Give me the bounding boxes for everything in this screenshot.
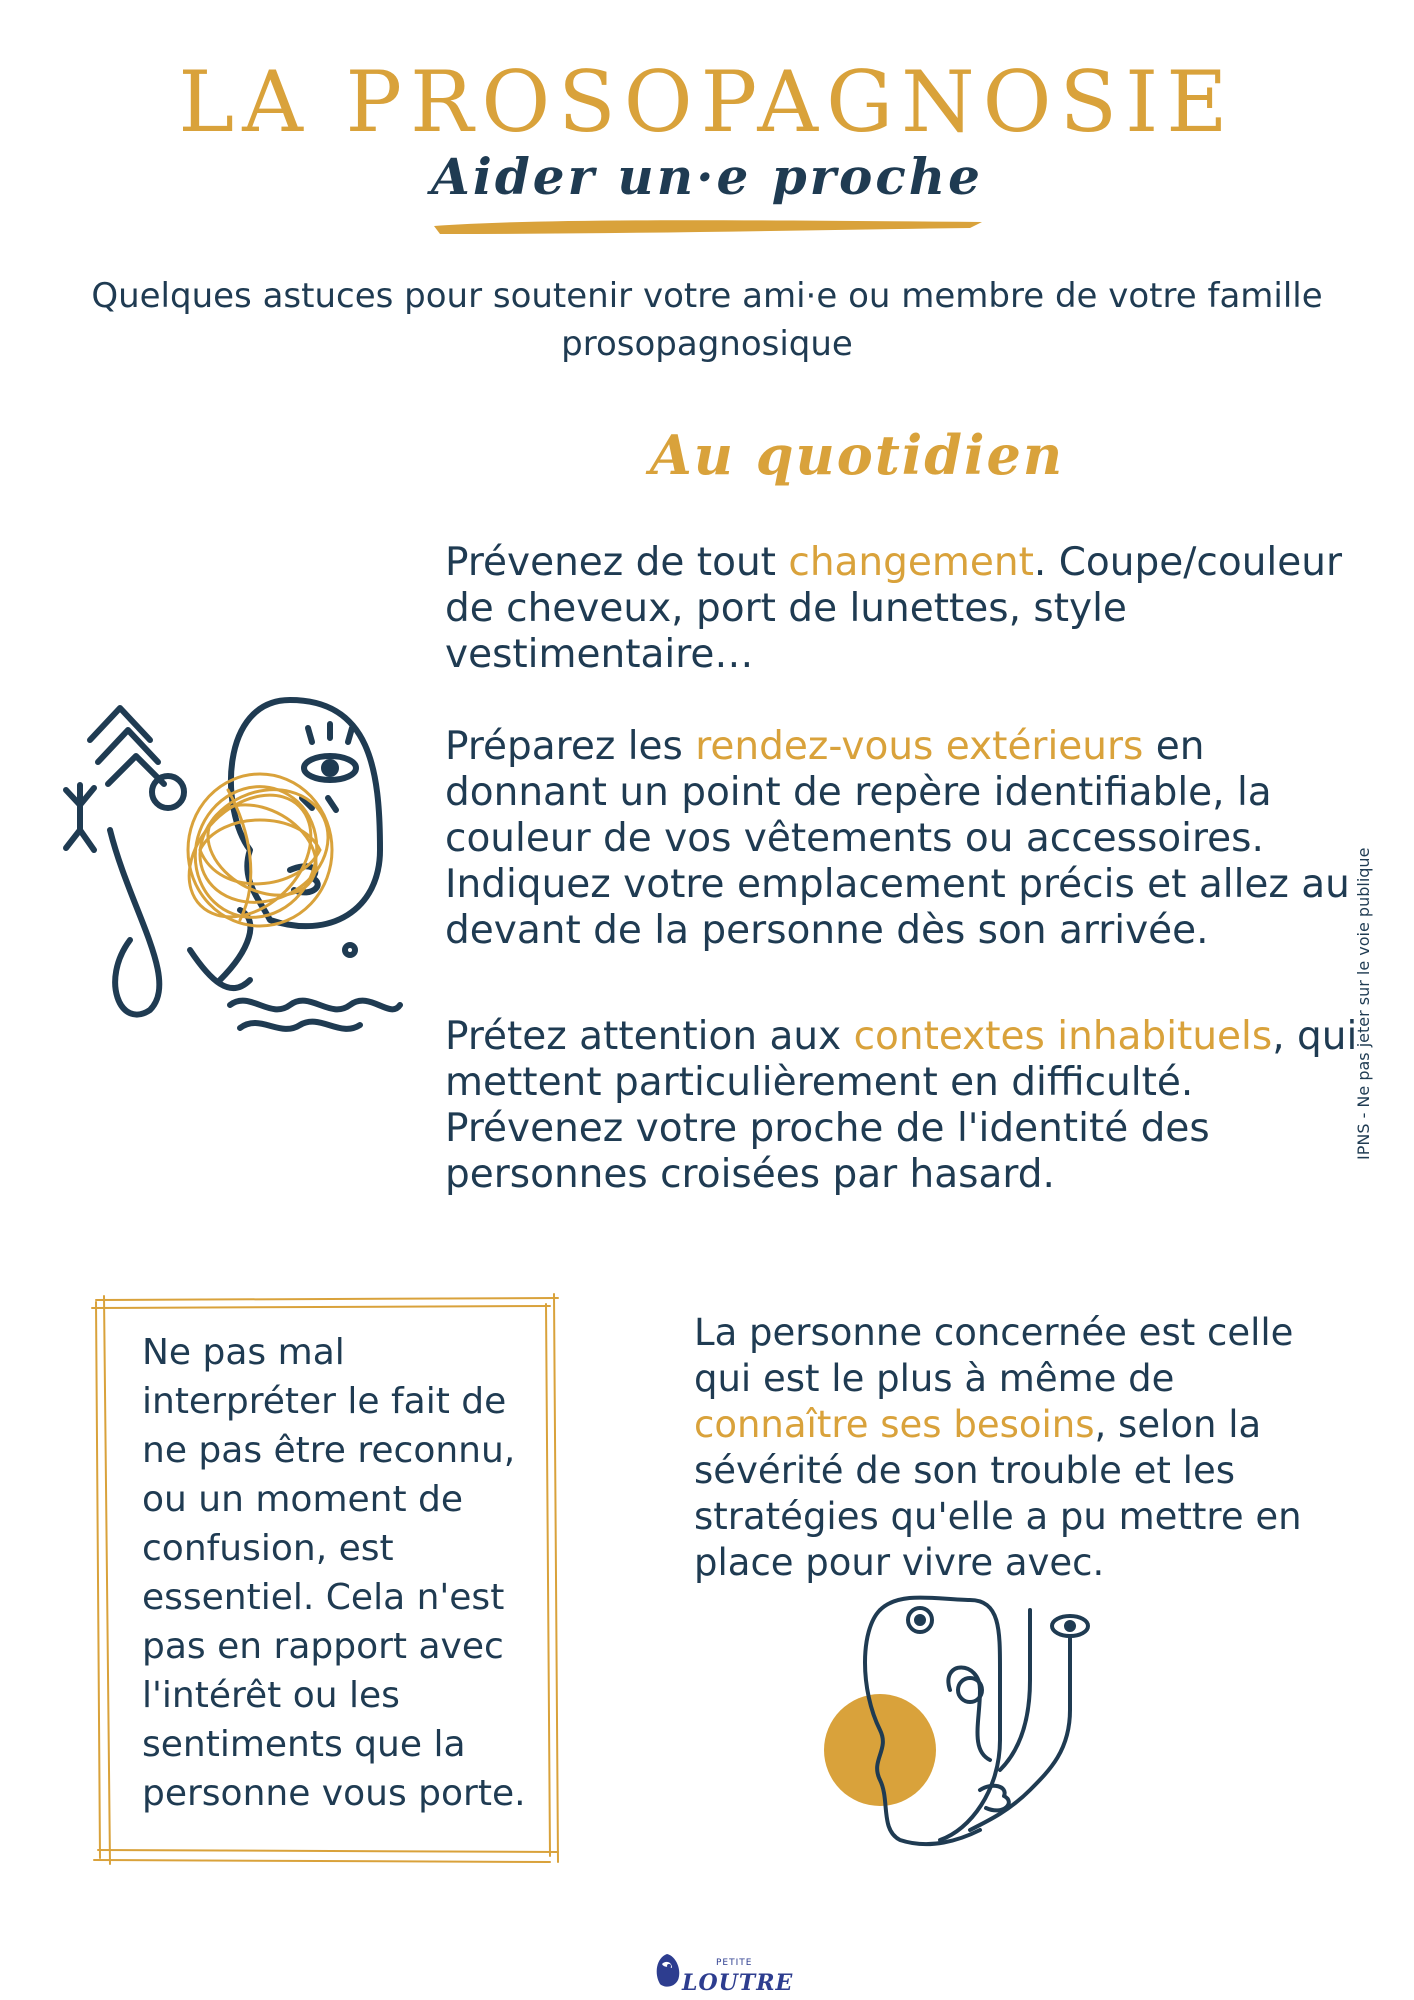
tip-contextes <box>445 1014 1365 1198</box>
note-text-after: , selon la sévérité de son trouble et les stratégies qu'elle a pu mettre en place pour vivre avec. <box>694 1403 1302 1584</box>
tip-text-before: Prévenez de tout <box>445 540 789 585</box>
section-heading: Au quotidien <box>649 423 1065 487</box>
abstract-face-illustration <box>50 680 410 1040</box>
tip-highlight: changement <box>788 540 1034 585</box>
line-face-illustration <box>820 1590 1120 1860</box>
logo-small-text: PETITE <box>716 1958 753 1968</box>
otter-logo-icon <box>650 1950 684 1990</box>
tip-text-after: en donnant un point de repère identifiable, la couleur de vos vêtements ou accessoires. Indiquez votre emplacement précis et allez au devant de la personne dès son arrivée. <box>445 724 1350 953</box>
logo-text: LOUTRE <box>682 1970 794 1996</box>
tip-text-after: , qui mettent particulièrement en difficulté. Prévenez votre proche de l'identité des personnes croisées par hasard. <box>445 1014 1358 1197</box>
tip-highlight: rendez-vous extérieurs <box>695 724 1144 769</box>
intro-text: Quelques astuces pour soutenir votre ami·e ou membre de votre famille prosopagnosique <box>91 276 1323 364</box>
note-highlight: connaître ses besoins <box>694 1403 1095 1446</box>
box-note: Ne pas mal interpréter le fait de ne pas être reconnu, ou un moment de confusion, est essentiel. Cela n'est pas en rapport avec l'intérêt ou les sentiments que la personne vous porte. <box>142 1332 526 1814</box>
right-note <box>694 1310 1354 1586</box>
page-subtitle: Aider un·e proche <box>431 147 983 206</box>
side-note: IPNS - Ne pas jeter sur le voie publique <box>1354 847 1373 1160</box>
brush-underline <box>430 212 990 238</box>
tip-highlight: contextes inhabituels <box>853 1014 1273 1059</box>
tip-text-after: . Coupe/couleur de cheveux, port de lunettes, style vestimentaire… <box>445 540 1343 677</box>
tip-text-before: Préparez les <box>445 724 696 769</box>
tip-rendez-vous <box>445 724 1365 954</box>
page-title: LA PROSOPAGNOSIE <box>178 53 1236 151</box>
note-text-before: La personne concernée est celle qui est le plus à même de <box>694 1311 1294 1400</box>
tip-changement <box>445 540 1365 678</box>
tip-text-before: Prétez attention aux <box>445 1014 854 1059</box>
